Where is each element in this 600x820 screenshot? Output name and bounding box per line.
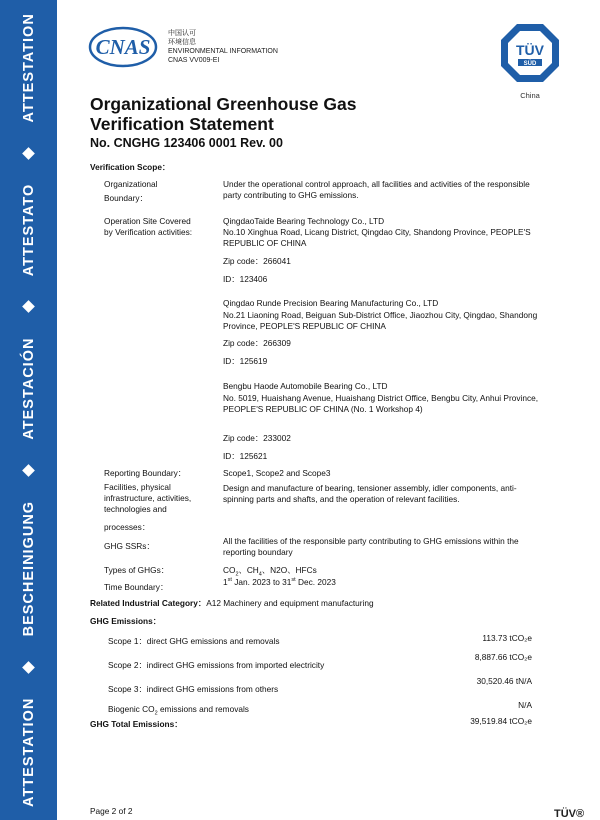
band-word-atestacion: ATESTACIÓN <box>20 337 37 440</box>
title-line2: Verification Statement <box>90 114 274 134</box>
tuv-logo-text: TÜV <box>516 42 544 58</box>
reporting-boundary-value: Scope1, Scope2 and Scope3 <box>223 468 331 478</box>
site-2-id: ID：125619 <box>223 356 268 366</box>
time-mid: Jan. 2023 to 31 <box>231 577 292 587</box>
ghg-others: 、N2O、HFCs <box>261 565 317 575</box>
org-boundary-label2: Boundary： <box>104 193 148 203</box>
site-3-id: ID：125621 <box>223 451 268 461</box>
site-3-name: Bengbu Haode Automobile Bearing Co., LTD <box>223 381 388 391</box>
ssrs-value: All the facilities of the responsible party contributing to GHG emissions within the reporting boundary <box>223 536 519 557</box>
scope1-value: 113.73 tCO₂e <box>482 633 532 643</box>
biogenic-label <box>108 704 249 715</box>
facilities-label1: Facilities, physical <box>104 482 171 492</box>
time-boundary-label: Time Boundary： <box>104 582 169 592</box>
biogenic-sub: 2 <box>154 710 158 717</box>
facilities-value: Design and manufacture of bearing, tensioner assembly, idler components, anti-spinning parts and shafts, and the operation of relevant facilities. <box>223 483 517 504</box>
site-1-zip: Zip code：266041 <box>223 256 291 266</box>
site-2-zip: Zip code：266309 <box>223 338 291 348</box>
org-boundary-value: Under the operational control approach, all facilities and activities of the responsible party contributing to GHG emissions. <box>223 179 530 200</box>
cnas-logo-text: CNAS <box>95 35 151 59</box>
scope2-label: Scope 2：indirect GHG emissions from imported electricity <box>108 660 325 670</box>
scope3-label: Scope 3：indirect GHG emissions from others <box>108 684 279 694</box>
time-end-sup: st <box>291 577 296 584</box>
industry-label: Related Industrial Category： <box>90 598 207 608</box>
scope1-label: Scope 1：direct GHG emissions and removals <box>108 636 280 646</box>
sites-label1: Operation Site Covered <box>104 216 191 226</box>
band-word-attestation-bottom: ATTESTATION <box>20 697 37 807</box>
total-emissions-label: GHG Total Emissions： <box>90 719 183 729</box>
ghg-co2-sub: 2 <box>235 571 239 578</box>
industry-category <box>90 598 374 609</box>
document-number: No. CNGHG 123406 0001 Rev. 00 <box>90 136 283 150</box>
cnas-en-line2: CNAS VV009-EI <box>168 57 220 64</box>
tuv-sub-text: SÜD <box>523 61 537 67</box>
site-1-name: QingdaoTaide Bearing Technology Co., LTD <box>223 216 385 226</box>
emissions-heading: GHG Emissions： <box>90 616 162 626</box>
biogenic-pre: Biogenic CO <box>108 704 155 714</box>
site-2-name: Qingdao Runde Precision Bearing Manufacturing Co., LTD <box>223 298 439 308</box>
cnas-cn-line2: 环境信息 <box>168 39 196 46</box>
ssrs-label: GHG SSRs： <box>104 541 155 551</box>
tuv-country: China <box>520 91 540 100</box>
scope-heading: Verification Scope： <box>90 162 171 172</box>
org-boundary-label1: Organizational <box>104 179 158 189</box>
title-line1: Organizational Greenhouse Gas <box>90 94 357 114</box>
site-3-address: No. 5019, Huaishang Avenue, Huaishang District Office, Bengbu City, Anhui Province, PEOPLE'S REPUBLIC OF CHINA (No. 1 Workshop 4) <box>223 393 539 414</box>
total-emissions-value: 39,519.84 tCO₂e <box>470 716 532 726</box>
facilities-label3: technologies and <box>104 504 167 514</box>
site-1-address: No.10 Xinghua Road, Licang District, Qingdao City, Shandong Province, PEOPLE'S REPUBLIC OF CHINA <box>223 227 531 248</box>
industry-value: A12 Machinery and equipment manufacturing <box>206 598 374 608</box>
biogenic-post: emissions and removals <box>157 704 249 714</box>
time-end: Dec. 2023 <box>295 577 336 587</box>
facilities-label4: processes： <box>104 522 151 532</box>
ghg-types-value <box>223 565 317 576</box>
band-word-bescheinigung: BESCHEINIGUNG <box>20 500 37 637</box>
scope2-value: 8,887.66 tCO₂e <box>474 652 532 662</box>
ghg-types-label: Types of GHGs： <box>104 565 170 575</box>
time-start: 1 <box>223 577 228 587</box>
cnas-en-line1: ENVIRONMENTAL INFORMATION <box>168 48 278 55</box>
page-number: Page 2 of 2 <box>90 806 133 816</box>
cnas-cn-line1: 中国认可 <box>168 30 196 37</box>
reporting-boundary-label: Reporting Boundary： <box>104 468 187 478</box>
ghg-ch4-sub: 4 <box>258 571 262 578</box>
scope3-value: 30,520.46 tN/A <box>476 676 532 686</box>
site-1-id: ID：123406 <box>223 274 268 284</box>
sites-label2: by Verification activities: <box>104 227 193 237</box>
ghg-co2: CO <box>223 565 236 575</box>
tuv-footer-mark: TÜV® <box>554 808 585 820</box>
band-word-attestato: ATTESTATO <box>20 183 37 277</box>
band-word-attestation-top: ATTESTATION <box>20 13 37 123</box>
site-2-address: No.21 Liaoning Road, Beiguan Sub-District Office, Jiaozhou City, Qingdao, Shandong Province, PEOPLE'S REPUBLIC OF CHINA <box>223 310 538 331</box>
time-boundary-value <box>223 577 336 588</box>
biogenic-value: N/A <box>518 700 532 710</box>
time-start-sup: st <box>227 577 232 584</box>
facilities-label2: infrastructure, activities, <box>104 493 192 503</box>
ghg-ch4: 、CH <box>238 565 259 575</box>
site-3-zip: Zip code：233002 <box>223 433 291 443</box>
